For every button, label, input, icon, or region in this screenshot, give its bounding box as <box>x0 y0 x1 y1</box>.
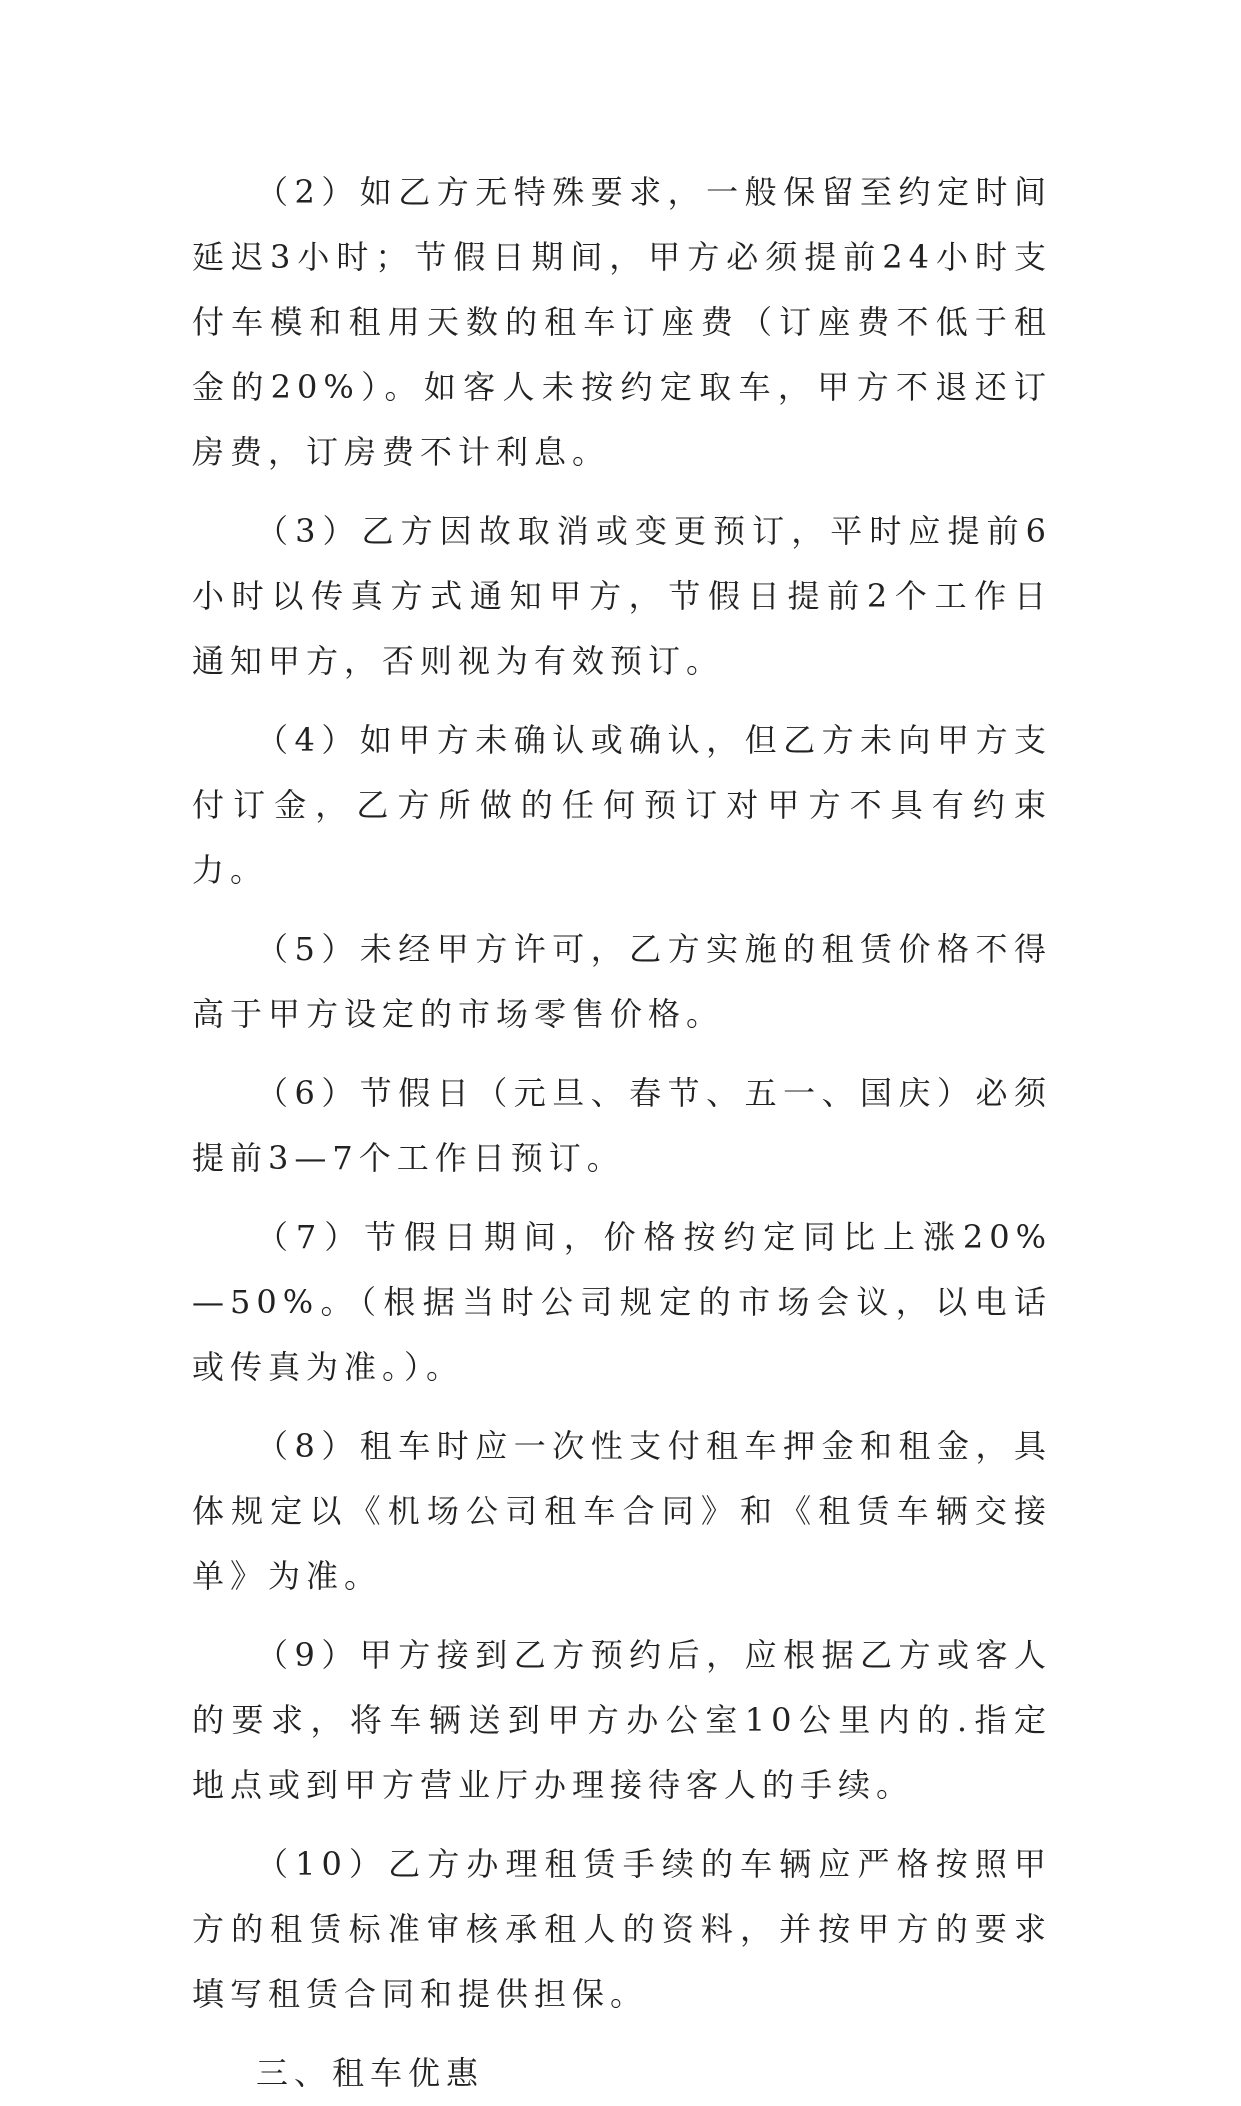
clause-2: （2）如乙方无特殊要求，一般保留至约定时间延迟3小时；节假日期间，甲方必须提前24小时支付车模和租用天数的租车订座费（订座费不低于租金的20%）。如客人未按约定取车，甲方不退还订房费，订房费不计利息。 <box>192 173 1052 471</box>
clause-6: （6）节假日（元旦、春节、五一、国庆）必须提前3—7个工作日预订。 <box>192 1074 1052 1177</box>
section-heading: 三、租车优惠 <box>256 2054 485 2092</box>
clause-8: （8）租车时应一次性支付租车押金和租金，具体规定以《机场公司租车合同》和《租赁车辆交接单》为准。 <box>192 1427 1052 1595</box>
clause-7: （7）节假日期间，价格按约定同比上涨20%—50%。（根据当时公司规定的市场会议，以电话或传真为准。）。 <box>192 1218 1052 1386</box>
clause-3: （3）乙方因故取消或变更预订，平时应提前6小时以传真方式通知甲方，节假日提前2个工作日通知甲方，否则视为有效预订。 <box>192 512 1052 680</box>
clause-4: （4）如甲方未确认或确认，但乙方未向甲方支付订金，乙方所做的任何预订对甲方不具有约束力。 <box>192 721 1052 889</box>
clause-9: （9）甲方接到乙方预约后，应根据乙方或客人的要求，将车辆送到甲方办公室10公里内的.指定地点或到甲方营业厅办理接待客人的手续。 <box>192 1636 1052 1804</box>
clause-5: （5）未经甲方许可，乙方实施的租赁价格不得高于甲方设定的市场零售价格。 <box>192 930 1052 1033</box>
clause-10: （10）乙方办理租赁手续的车辆应严格按照甲方的租赁标准审核承租人的资料，并按甲方的要求填写租赁合同和提供担保。 <box>192 1845 1052 2013</box>
document-body <box>192 160 1052 2106</box>
